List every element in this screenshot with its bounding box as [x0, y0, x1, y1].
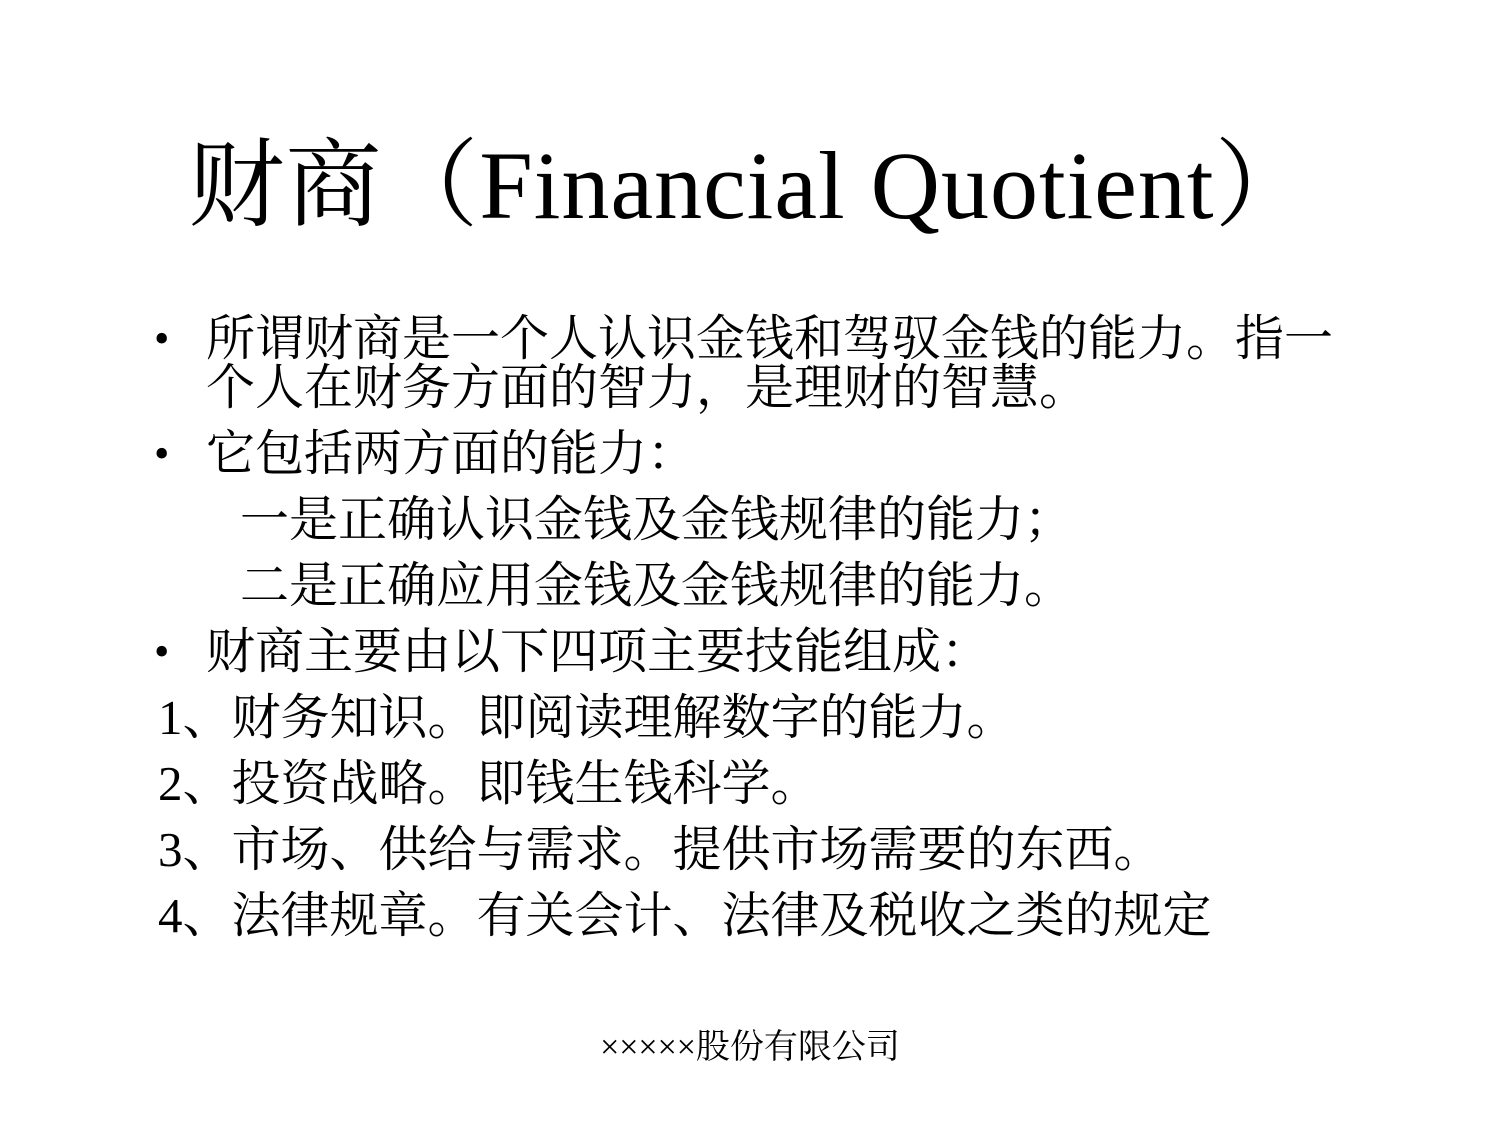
slide-body [150, 311, 1420, 957]
footer-company-name: ×××××股份有限公司 [600, 1029, 900, 1066]
bullet-marker-icon: • [154, 627, 170, 676]
numbered-item: 1、财务知识。即阅读理解数字的能力。 [158, 690, 1016, 745]
sub-item: 一是正确认识金钱及金钱规律的能力； [240, 492, 1074, 547]
sub-item: 二是正确应用金钱及金钱规律的能力。 [240, 558, 1074, 613]
bullet-item [150, 426, 1420, 481]
numbered-item: 3、市场、供给与需求。提供市场需要的东西。 [158, 822, 1163, 877]
bullet-text: 所谓财商是一个人认识金钱和驾驭金钱的能力。指一个人在财务方面的智力，是理财的智慧。 [206, 311, 1334, 415]
bullet-item [150, 624, 1420, 679]
bullet-marker-icon: • [154, 429, 170, 478]
slide-title: 财商（Financial Quotient） [188, 132, 1312, 239]
bullet-marker-icon: • [154, 314, 170, 363]
bullet-text: 它包括两方面的能力： [206, 426, 697, 481]
numbered-item: 2、投资战略。即钱生钱科学。 [158, 756, 820, 811]
bullet-item [150, 311, 1420, 415]
bullet-text: 财商主要由以下四项主要技能组成： [206, 624, 991, 679]
numbered-item: 4、法律规章。有关会计、法律及税收之类的规定 [158, 888, 1212, 943]
